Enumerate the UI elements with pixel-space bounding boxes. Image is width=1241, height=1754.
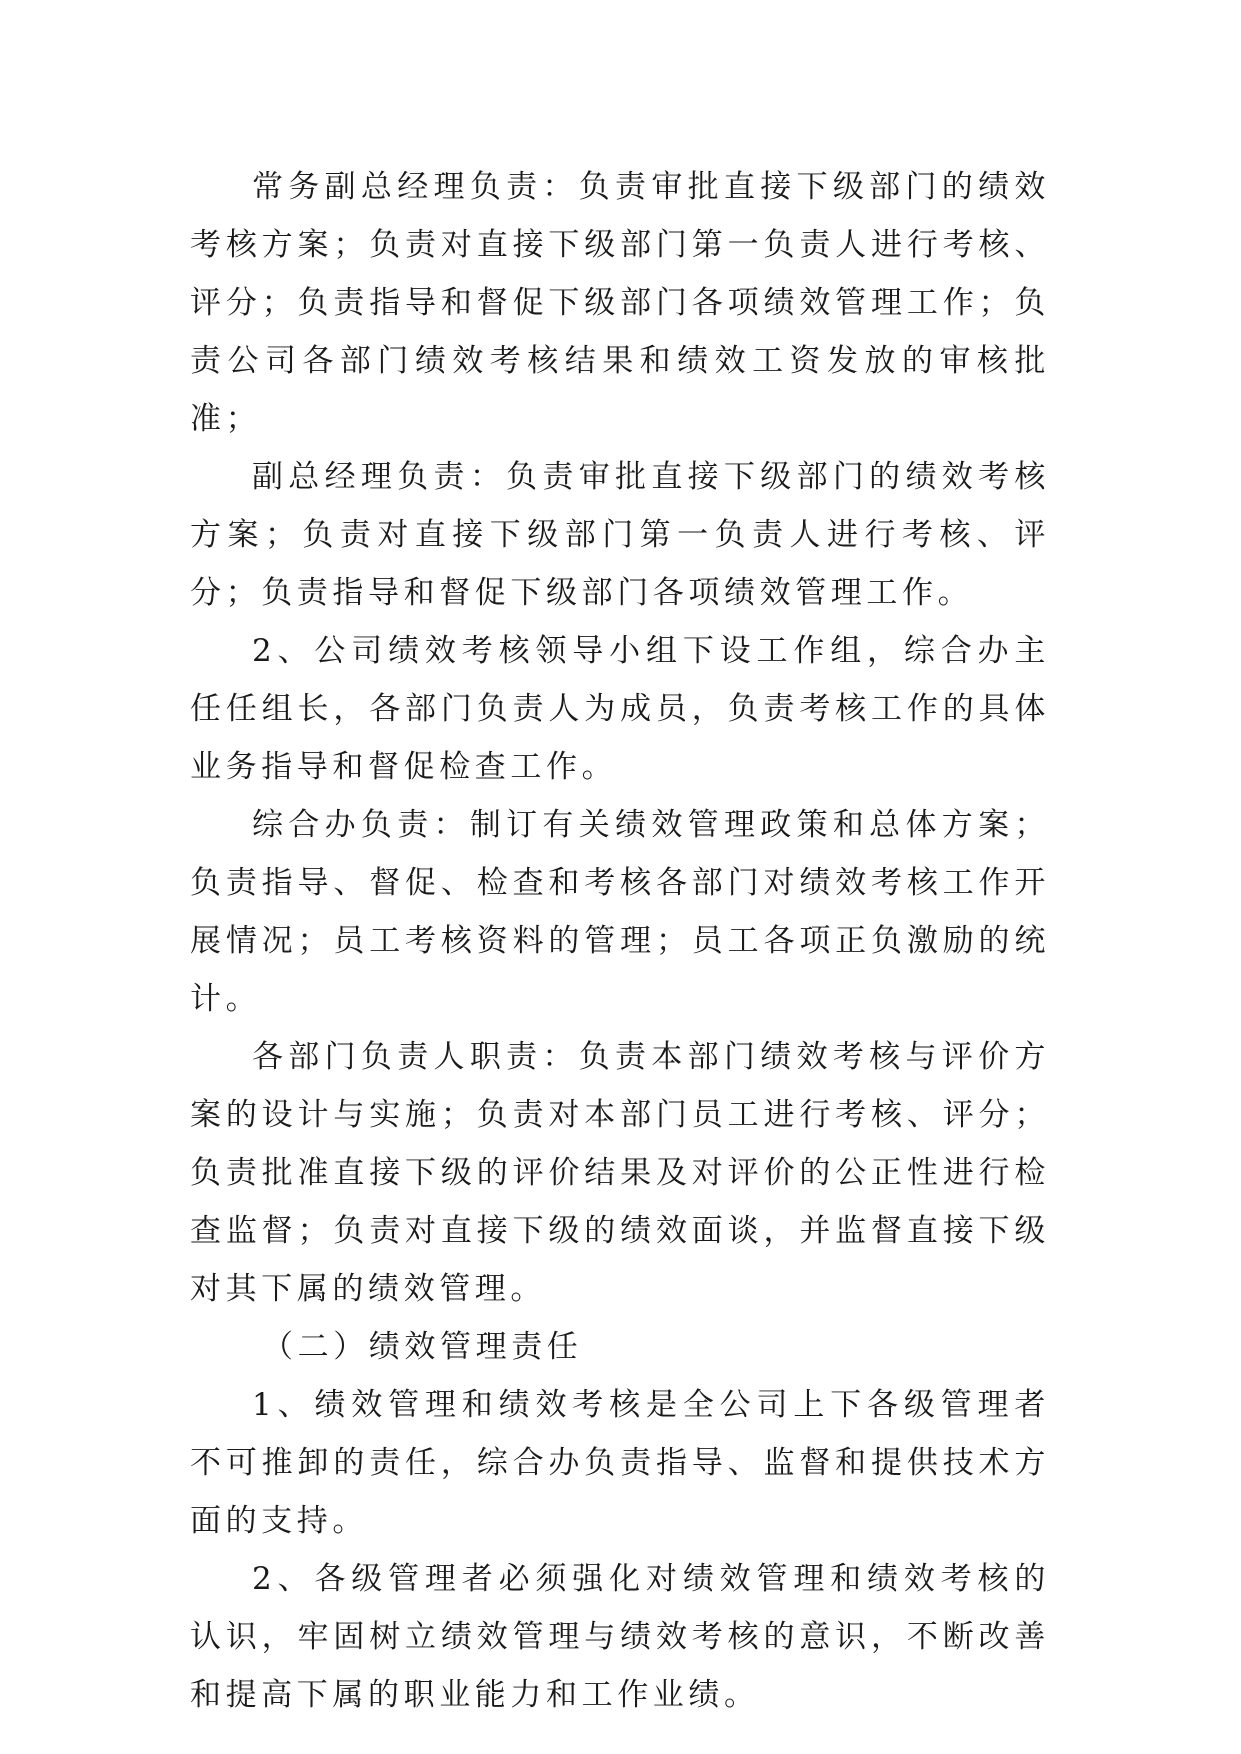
- paragraph-general-office-duties: 综合办负责：制订有关绩效管理政策和总体方案；负责指导、督促、检查和考核各部门对绩效考核工作开展情况；员工考核资料的管理；员工各项正负激励的统计。: [190, 807, 1050, 1017]
- section-heading-performance-responsibility: （二）绩效管理责任: [262, 1329, 583, 1365]
- paragraph-responsibility-2: 2、各级管理者必须强化对绩效管理和绩效考核的认识，牢固树立绩效管理与绩效考核的意识，不断改善和提高下属的职业能力和工作业绩。: [190, 1561, 1050, 1713]
- paragraph-responsibility-1: 1、绩效管理和绩效考核是全公司上下各级管理者不可推卸的责任，综合办负责指导、监督和提供技术方面的支持。: [190, 1387, 1050, 1539]
- document-body: [190, 158, 1050, 1724]
- paragraph-executive-vp-duties: 常务副总经理负责：负责审批直接下级部门的绩效考核方案；负责对直接下级部门第一负责人进行考核、评分；负责指导和督促下级部门各项绩效管理工作；负责公司各部门绩效考核结果和绩效工资发放的审核批准；: [190, 169, 1050, 437]
- paragraph-working-group: 2、公司绩效考核领导小组下设工作组，综合办主任任组长，各部门负责人为成员，负责考核工作的具体业务指导和督促检查工作。: [190, 633, 1050, 785]
- paragraph-department-head-duties: 各部门负责人职责：负责本部门绩效考核与评价方案的设计与实施；负责对本部门员工进行考核、评分；负责批准直接下级的评价结果及对评价的公正性进行检查监督；负责对直接下级的绩效面谈，并监督直接下级对其下属的绩效管理。: [190, 1039, 1050, 1307]
- paragraph-vp-duties: 副总经理负责：负责审批直接下级部门的绩效考核方案；负责对直接下级部门第一负责人进行考核、评分；负责指导和督促下级部门各项绩效管理工作。: [190, 459, 1050, 611]
